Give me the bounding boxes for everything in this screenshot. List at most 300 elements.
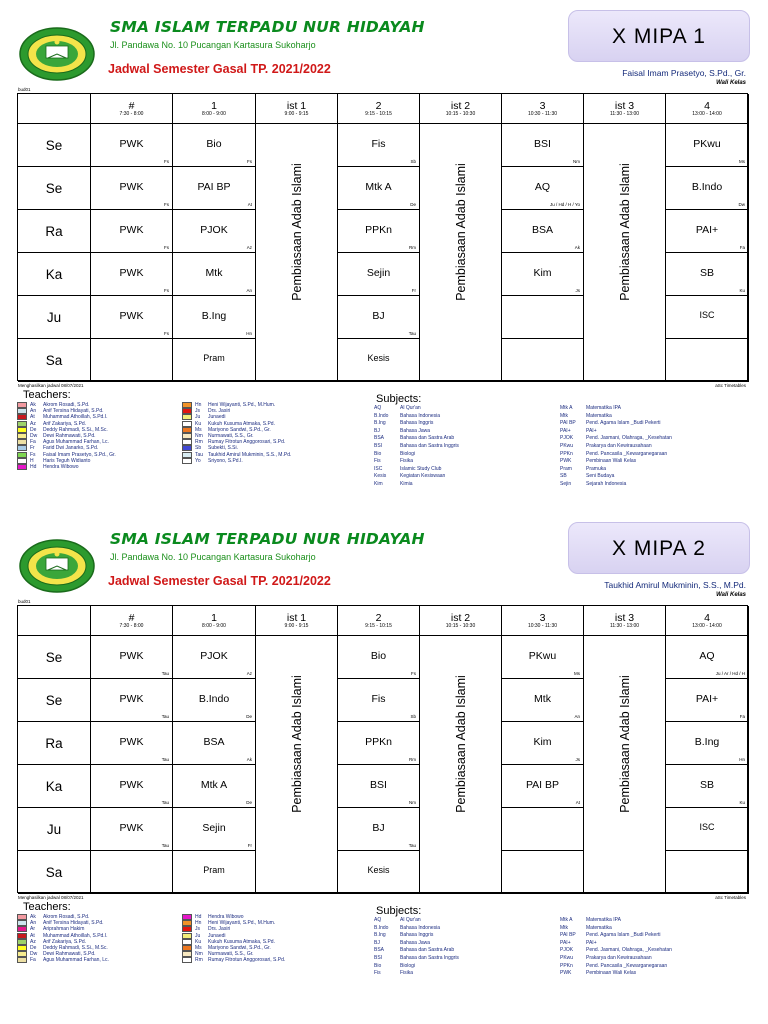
- subject-code: PJOK: [200, 650, 228, 662]
- subject-abbr: BJ: [374, 427, 380, 434]
- teacher-color-swatch: [182, 439, 192, 445]
- subject-row: [560, 420, 672, 428]
- timetable-code: bud01: [18, 87, 31, 92]
- teacher-row: [182, 920, 285, 926]
- period-time: 13:00 - 14:00: [692, 623, 722, 629]
- lesson-cell: [173, 339, 256, 382]
- homeroom-teacher: Taukhid Amirul Mukminin, S.S., M.Pd.: [604, 580, 746, 590]
- teacher-name: Sriyono, S.Pd.I.: [208, 457, 243, 464]
- teacher-abbr: Rm: [195, 957, 203, 964]
- lesson-cell: [173, 679, 256, 722]
- subject-row: [560, 925, 672, 933]
- period-time: 8:00 - 9:00: [202, 111, 226, 117]
- teacher-code: Js: [575, 288, 580, 293]
- school-name: SMA ISLAM TERPADU NUR HIDAYAH: [110, 530, 425, 548]
- subject-code: PWK: [119, 310, 144, 322]
- subject-code: PWK: [119, 779, 144, 791]
- teachers-column: [17, 914, 109, 964]
- lesson-cell: [502, 253, 584, 296]
- subject-code: Pram: [203, 865, 225, 875]
- teacher-code: Sb: [410, 714, 416, 719]
- teacher-color-swatch: [17, 452, 27, 458]
- subject-abbr: PAI+: [560, 427, 571, 434]
- teacher-code: Ku: [739, 800, 745, 805]
- lesson-cell: [338, 210, 420, 253]
- subject-row: [374, 413, 459, 421]
- period-time: 7:30 - 8:00: [119, 623, 144, 629]
- teacher-abbr: Ku: [195, 938, 202, 945]
- teacher-name: Muhammad Athoillah, S.Pd.I.: [43, 414, 108, 421]
- teachers-column: [17, 402, 116, 470]
- lesson-cell: [91, 722, 173, 765]
- subject-name: Prakarya dan Kewirausahaan: [586, 954, 652, 961]
- subject-code: PWK: [119, 822, 144, 834]
- lesson-cell: [338, 808, 420, 851]
- period-time: 9:15 - 10:15: [365, 111, 392, 117]
- lesson-cell: [502, 339, 584, 382]
- subject-abbr: Mtk: [560, 924, 569, 931]
- period-number: 4: [704, 100, 710, 112]
- lesson-cell: [666, 722, 749, 765]
- subject-abbr: ISC: [374, 465, 383, 472]
- teacher-color-swatch: [17, 939, 27, 945]
- subject-row: [374, 963, 459, 971]
- period-header: [173, 606, 256, 636]
- subject-code: BSA: [203, 736, 225, 748]
- teacher-abbr: Ar: [30, 926, 35, 933]
- teacher-color-swatch: [182, 914, 192, 920]
- teacher-abbr: Hd: [195, 914, 202, 921]
- subject-abbr: Mtk A: [560, 405, 573, 411]
- subject-abbr: PWK: [560, 970, 572, 977]
- day-label: Sa: [18, 851, 91, 894]
- teacher-abbr: Rm: [195, 439, 203, 446]
- teacher-color-swatch: [17, 920, 27, 926]
- subject-name: Matematika: [586, 412, 612, 419]
- teacher-name: Haris Teguh Widianto: [43, 457, 91, 464]
- teacher-name: Mariyono Sandwi, S.Pd., Gr.: [208, 945, 271, 952]
- lesson-cell: [338, 124, 420, 167]
- subject-code: PWK: [119, 267, 144, 279]
- subject-abbr: BSI: [374, 442, 383, 449]
- subject-row: [560, 443, 672, 451]
- teacher-abbr: At: [30, 932, 35, 939]
- teacher-code: Tau: [408, 331, 416, 336]
- lesson-cell: [666, 167, 749, 210]
- day-label: Ju: [18, 296, 91, 339]
- teacher-name: Nurmawati, S.S., Gr.: [208, 433, 254, 440]
- teacher-code: Hn: [246, 331, 252, 336]
- teacher-color-swatch: [17, 933, 27, 939]
- teacher-code: Tau: [408, 843, 416, 848]
- lesson-cell: [502, 765, 584, 808]
- teacher-color-swatch: [182, 402, 192, 408]
- teacher-code: An: [246, 288, 252, 293]
- teacher-abbr: Hd: [30, 463, 37, 470]
- subject-abbr: BSA: [374, 435, 385, 442]
- subject-row: [560, 970, 672, 978]
- day-label: Ra: [18, 210, 91, 253]
- break-saturday: [584, 851, 666, 894]
- teacher-row: [17, 933, 109, 939]
- break-saturday: [256, 339, 338, 382]
- teacher-code: Fr: [247, 843, 252, 848]
- teacher-name: Muhammad Athoillah, S.Pd.I.: [43, 932, 108, 939]
- subject-abbr: Sejin: [560, 480, 572, 487]
- lesson-cell: [666, 210, 749, 253]
- teacher-name: Rumay Fitrotun Anggorosari, S.Pd.: [208, 439, 286, 446]
- subject-code: B.Indo: [691, 181, 723, 193]
- lesson-cell: [173, 636, 256, 679]
- period-header: [338, 94, 420, 124]
- subject-code: AQ: [534, 181, 551, 193]
- teacher-name: Farid Dwi Janarko, S.Pd.: [43, 445, 99, 452]
- teacher-color-swatch: [182, 427, 192, 433]
- teacher-abbr: Ms: [195, 945, 202, 952]
- period-time: 11:30 - 13:00: [609, 623, 640, 629]
- teacher-row: [17, 920, 109, 926]
- period-number: ist 2: [450, 100, 471, 112]
- lesson-cell: [91, 765, 173, 808]
- break-label: Pembiasaan Adab Islami: [617, 674, 632, 813]
- subject-name: Bahasa Inggris: [400, 420, 434, 427]
- subject-row: [560, 963, 672, 971]
- subject-code: PAI+: [695, 693, 719, 705]
- teacher-abbr: Ak: [30, 402, 36, 409]
- subject-name: Pramuka: [586, 465, 607, 472]
- teacher-abbr: Fs: [30, 451, 36, 458]
- timetable-page: [0, 512, 768, 1024]
- teacher-row: [182, 439, 291, 445]
- period-number: ist 2: [450, 612, 471, 624]
- subject-row: [374, 955, 459, 963]
- teacher-code: Fa: [739, 714, 745, 719]
- lesson-cell: [91, 679, 173, 722]
- subject-code: Mtk: [534, 693, 551, 705]
- day-label: Ju: [18, 808, 91, 851]
- teacher-abbr: Az: [30, 420, 36, 427]
- subjects-column: [560, 405, 672, 512]
- subjects-heading: Subjects:: [376, 905, 422, 917]
- day-label: Sa: [18, 339, 91, 382]
- teacher-name: Anif Tersina Hidayati, S.Pd.: [43, 408, 104, 415]
- teacher-code: At: [575, 800, 580, 805]
- lesson-cell: [338, 722, 420, 765]
- teacher-code: Fs: [164, 159, 169, 164]
- teacher-abbr: Az: [30, 938, 36, 945]
- teacher-row: [17, 427, 116, 433]
- subject-row: [560, 932, 672, 940]
- subject-name: Islamic Study Club: [400, 465, 442, 472]
- corner-header: [18, 606, 91, 636]
- day-label: Se: [18, 636, 91, 679]
- class-name: X MIPA 1: [568, 10, 750, 62]
- subject-abbr: PAI+: [560, 939, 571, 946]
- teacher-abbr: Ms: [195, 426, 202, 433]
- period-number: 3: [539, 612, 546, 624]
- subject-code: Kesis: [367, 865, 390, 875]
- subject-name: Matematika IPA: [586, 405, 621, 411]
- subject-row: [374, 473, 459, 481]
- break-column: [584, 124, 666, 339]
- subject-abbr: AQ: [374, 405, 382, 411]
- teacher-code: Fs: [164, 288, 169, 293]
- teacher-name: Faisal Imam Prasetyo, S.Pd., Gr.: [43, 451, 116, 458]
- teacher-row: [17, 951, 109, 957]
- subject-row: [374, 428, 459, 436]
- lesson-cell: [502, 679, 584, 722]
- subject-row: [374, 932, 459, 940]
- period-header: [173, 94, 256, 124]
- subject-code: Kesis: [367, 353, 390, 363]
- lesson-cell: [502, 124, 584, 167]
- break-saturday: [584, 339, 666, 382]
- teacher-color-swatch: [182, 458, 192, 464]
- teacher-abbr: Js: [195, 408, 200, 415]
- teacher-color-swatch: [182, 920, 192, 926]
- teacher-row: [17, 945, 109, 951]
- subject-code: BJ: [372, 310, 385, 322]
- day-label: Se: [18, 124, 91, 167]
- teacher-color-swatch: [17, 402, 27, 408]
- teacher-abbr: Ku: [195, 420, 202, 427]
- period-number: 2: [375, 612, 382, 624]
- teacher-abbr: De: [30, 945, 37, 952]
- break-label: Pembiasaan Adab Islami: [453, 674, 468, 813]
- teacher-row: [182, 402, 291, 408]
- lesson-cell: [338, 296, 420, 339]
- teacher-row: [17, 464, 116, 470]
- lesson-cell: [173, 765, 256, 808]
- subject-abbr: PKwu: [560, 442, 574, 449]
- teacher-row: [182, 452, 291, 458]
- subject-abbr: Pram: [560, 465, 572, 472]
- lesson-cell: [502, 636, 584, 679]
- subject-row: [560, 940, 672, 948]
- teacher-code: Fa: [739, 245, 745, 250]
- teacher-color-swatch: [17, 445, 27, 451]
- lesson-cell: [173, 124, 256, 167]
- teacher-name: Drs. Jasiri: [208, 408, 231, 415]
- teacher-color-swatch: [182, 414, 192, 420]
- subject-row: [560, 458, 672, 466]
- period-number: ist 3: [614, 100, 635, 112]
- subject-row: [560, 451, 672, 459]
- teacher-code: At: [247, 202, 252, 207]
- school-logo: [18, 538, 96, 594]
- subject-code: SB: [699, 267, 714, 279]
- subject-name: Matematika: [586, 924, 612, 931]
- teacher-code: Ju / Ar / Hd / H: [715, 671, 745, 676]
- period-header: [91, 94, 173, 124]
- subject-name: Kimia: [400, 480, 413, 487]
- teacher-code: Az: [246, 671, 252, 676]
- period-header: [256, 606, 338, 636]
- subject-name: Kegiatan Kesiswaan: [400, 473, 446, 480]
- lesson-cell: [338, 167, 420, 210]
- teacher-name: Akrom Rosadi, S.Pd.: [43, 914, 90, 921]
- teacher-code: Ju / Hd / H / Yo: [549, 202, 580, 207]
- subject-code: Fis: [371, 138, 386, 150]
- teacher-code: Rm: [409, 757, 416, 762]
- teachers-heading: Teachers:: [23, 389, 71, 401]
- subject-code: ISC: [699, 822, 715, 832]
- teachers-column: [182, 402, 291, 464]
- lesson-cell: [666, 679, 749, 722]
- teacher-code: Az: [246, 245, 252, 250]
- teacher-name: Kukuh Kusuma Atmaka, S.Pd.: [208, 420, 275, 427]
- subject-name: Bahasa dan Sastra Arab: [400, 435, 455, 442]
- homeroom-teacher: Faisal Imam Prasetyo, S.Pd., Gr.: [622, 68, 746, 78]
- teacher-code: Fs: [164, 331, 169, 336]
- period-time: 7:30 - 8:00: [119, 111, 144, 117]
- subject-code: Pram: [203, 353, 225, 363]
- subject-name: Pend. Agama Islam _Budi Pekerti: [586, 420, 661, 427]
- timetable-code: bud01: [18, 599, 31, 604]
- subject-name: Pend. Jasmani, Olahraga, _Kesehatan: [586, 435, 672, 442]
- teacher-row: [17, 452, 116, 458]
- break-column: [256, 636, 338, 851]
- subject-code: SB: [699, 779, 714, 791]
- teacher-row: [182, 945, 285, 951]
- subject-code: PWK: [119, 224, 144, 236]
- teacher-name: Agus Muhammad Farhan, Lc.: [43, 439, 109, 446]
- teacher-name: Rumay Fitrotun Anggorosari, S.Pd.: [208, 957, 286, 964]
- semester-title: Jadwal Semester Gasal TP. 2021/2022: [108, 62, 331, 76]
- teacher-abbr: Ju: [195, 414, 201, 421]
- teacher-abbr: Hn: [195, 402, 202, 409]
- subject-code: PAI+: [695, 224, 719, 236]
- break-column: [256, 124, 338, 339]
- period-header: [502, 94, 584, 124]
- subject-code: PPKn: [365, 736, 392, 748]
- footer-generated: Menghasilkan jadwal 08/07/2021: [18, 895, 84, 900]
- subject-row: [374, 451, 459, 459]
- teacher-name: Deddy Rahmadi, S.Si., M.Sc.: [43, 426, 108, 433]
- subject-name: PAI+: [586, 939, 597, 946]
- lesson-cell: [91, 296, 173, 339]
- teacher-color-swatch: [182, 445, 192, 451]
- teacher-code: Tau: [161, 843, 169, 848]
- subject-name: PAI+: [586, 427, 597, 434]
- subject-abbr: PPKn: [560, 450, 573, 457]
- timetable-grid: [17, 93, 748, 381]
- lesson-cell: [338, 253, 420, 296]
- teacher-name: Akrom Rosadi, S.Pd.: [43, 402, 90, 409]
- subject-abbr: Fis: [374, 970, 381, 977]
- teacher-code: Tau: [161, 714, 169, 719]
- subject-abbr: BSA: [374, 947, 385, 954]
- subject-row: [374, 466, 459, 474]
- subject-name: Bahasa dan Sastra Inggris: [400, 954, 459, 961]
- teacher-name: Ariprahman Hakim: [43, 926, 85, 933]
- subject-code: B.Ing: [694, 736, 720, 748]
- subject-row: [560, 428, 672, 436]
- subject-abbr: PKwu: [560, 954, 574, 961]
- subject-code: PWK: [119, 693, 144, 705]
- lesson-cell: [173, 851, 256, 894]
- teacher-code: Tau: [161, 800, 169, 805]
- teacher-name: Arif Zakariya, S.Pd.: [43, 420, 87, 427]
- teacher-color-swatch: [17, 439, 27, 445]
- period-time: 9:15 - 10:15: [365, 623, 392, 629]
- subject-abbr: Kim: [374, 480, 383, 487]
- break-column: [420, 636, 502, 851]
- teacher-code: Tau: [161, 757, 169, 762]
- teacher-name: Subekti, S.Si.: [208, 445, 239, 452]
- teacher-abbr: Dw: [30, 951, 38, 958]
- timetable-grid: [17, 605, 748, 893]
- subject-abbr: PJOK: [560, 435, 574, 442]
- subject-row: [374, 420, 459, 428]
- subject-row: [374, 970, 459, 978]
- period-number: ist 3: [614, 612, 635, 624]
- teacher-color-swatch: [182, 452, 192, 458]
- teacher-row: [17, 408, 116, 414]
- day-label: Ra: [18, 722, 91, 765]
- period-header: [420, 606, 502, 636]
- subjects-column: [374, 405, 459, 512]
- subject-code: B.Indo: [198, 693, 230, 705]
- teachers-heading: Teachers:: [23, 901, 71, 913]
- lesson-cell: [91, 124, 173, 167]
- teacher-name: Dewi Rahmawati, S.Pd.: [43, 433, 96, 440]
- subject-name: Bahasa dan Sastra Arab: [400, 947, 455, 954]
- subject-abbr: PWK: [560, 458, 572, 465]
- subject-code: Fis: [371, 693, 386, 705]
- subject-name: Bahasa Indonesia: [400, 412, 441, 419]
- subject-name: Fisika: [400, 970, 414, 977]
- footer-generated: Menghasilkan jadwal 08/07/2021: [18, 383, 84, 388]
- period-number: 1: [211, 100, 217, 112]
- subject-abbr: Mtk: [560, 412, 569, 419]
- subject-name: Pend. Pancasila _Kewarganegaraan: [586, 450, 668, 457]
- subject-name: Prakarya dan Kewirausahaan: [586, 442, 652, 449]
- teacher-abbr: Sb: [195, 445, 202, 452]
- subject-row: [560, 413, 672, 421]
- period-header: [666, 94, 749, 124]
- lesson-cell: [666, 851, 749, 894]
- subject-code: PPKn: [365, 224, 392, 236]
- period-time: 10:30 - 11:30: [527, 623, 558, 629]
- teacher-code: De: [246, 714, 252, 719]
- subject-code: PAI BP: [525, 779, 560, 791]
- subject-abbr: PAI BP: [560, 420, 576, 427]
- subject-abbr: PPKn: [560, 962, 573, 969]
- teacher-abbr: Yo: [195, 457, 201, 464]
- subject-name: Matematika IPA: [586, 917, 621, 923]
- period-header: [338, 606, 420, 636]
- teacher-abbr: Nm: [195, 433, 203, 440]
- teacher-color-swatch: [182, 933, 192, 939]
- subject-row: [374, 443, 459, 451]
- break-label: Pembiasaan Adab Islami: [289, 674, 304, 813]
- subject-code: PWK: [119, 181, 144, 193]
- teacher-name: Nurmawati, S.S., Gr.: [208, 951, 254, 958]
- period-number: #: [128, 612, 135, 624]
- teacher-name: Mariyono Sandwi, S.Pd., Gr.: [208, 426, 271, 433]
- lesson-cell: [173, 167, 256, 210]
- subject-code: Mtk A: [200, 779, 228, 791]
- subject-row: [560, 917, 672, 925]
- teacher-row: [182, 957, 285, 963]
- subject-row: [374, 917, 459, 925]
- subject-abbr: B.Indo: [374, 412, 389, 419]
- lesson-cell: [173, 296, 256, 339]
- period-header: [420, 94, 502, 124]
- lesson-cell: [338, 765, 420, 808]
- subject-code: Sejin: [366, 267, 391, 279]
